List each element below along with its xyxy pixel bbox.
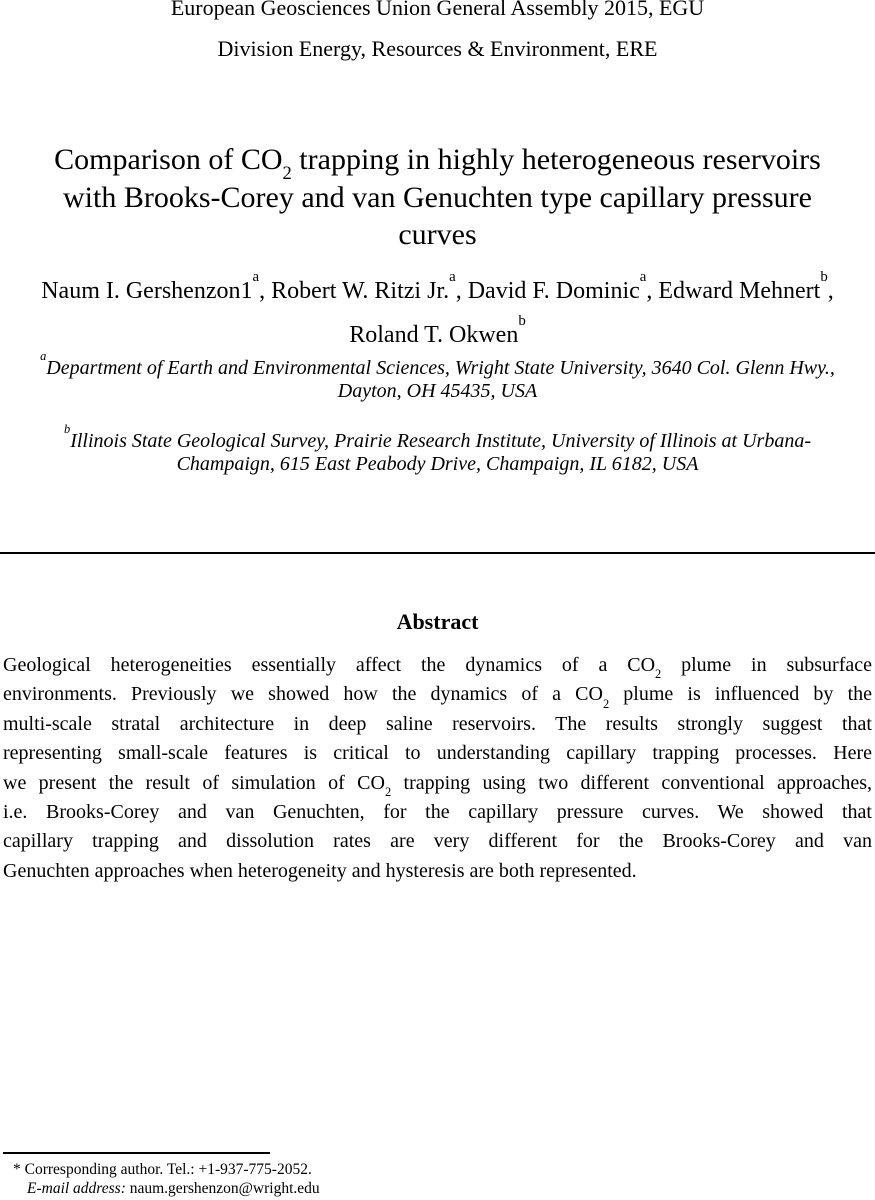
abstract-line: multi-scale stratal architecture in deep saline reservoirs. The results strongly suggest that <box>3 712 872 735</box>
abstract-line: environments. Previously we showed how the dynamics of a $CO_2$ plume is influenced by the <box>3 683 872 711</box>
affiliation-line: Champaign, 615 East Peabody Drive, Champaign, IL 6182, USA <box>176 452 699 475</box>
title-line: Comparison of $CO_2$ trapping in highly heterogeneous reservoirs <box>54 143 821 185</box>
authors-line: Naum I. Gershenzon1$^a$, Robert W. Ritzi Jr.$^a$, David F. Dominic$^a$, Edward Mehnert$^b$, <box>41 268 834 304</box>
abstract-line: representing small-scale features is critical to understanding capillary trapping processes. Here <box>3 742 872 765</box>
affiliation-line: Dayton, OH 45435, USA <box>337 379 538 402</box>
footnote-divider <box>3 1152 270 1154</box>
title-line: with Brooks-Corey and van Genuchten type capillary pressure <box>63 180 812 214</box>
affiliation-line: $^b$Illinois State Geological Survey, Prairie Research Institute, University of Illinois at Urbana- <box>63 421 811 452</box>
division-header: Division Energy, Resources & Environment, ERE <box>217 36 658 61</box>
footnote-corresponding-author: * Corresponding author. Tel.: +1-937-775-2052. <box>13 1161 312 1178</box>
affiliation-a <box>0 348 875 402</box>
title-line: curves <box>398 218 477 251</box>
conference-header: European Geosciences Union General Assembly 2015, EGU <box>170 0 705 20</box>
affiliation-line: $^a$Department of Earth and Environmental Sciences, Wright State University, 3640 Col. Glenn Hwy., <box>40 348 835 379</box>
abstract-heading: Abstract <box>396 609 479 634</box>
authors-line: Roland T. Okwen$^b$ <box>349 312 526 348</box>
abstract-line: Geological heterogeneities essentially affect the dynamics of a $CO_2$ plume in subsurface <box>3 654 872 682</box>
paper-title <box>0 141 875 254</box>
section-divider <box>0 552 875 554</box>
abstract-line: i.e. Brooks-Corey and van Genuchten, for the capillary pressure curves. We showed that <box>3 801 872 824</box>
abstract-line: we present the result of simulation of $CO_2$ trapping using two different conventional approaches, <box>3 771 872 799</box>
footnote-email: E-mail address: naum.gershenzon@wright.edu <box>27 1180 320 1197</box>
affiliation-b <box>0 421 875 475</box>
abstract-line: Genuchten approaches when heterogeneity and hysteresis are both represented. <box>3 859 637 882</box>
abstract-line: capillary trapping and dissolution rates are very different for the Brooks-Corey and van <box>3 830 872 853</box>
abstract-paragraph <box>3 651 872 886</box>
